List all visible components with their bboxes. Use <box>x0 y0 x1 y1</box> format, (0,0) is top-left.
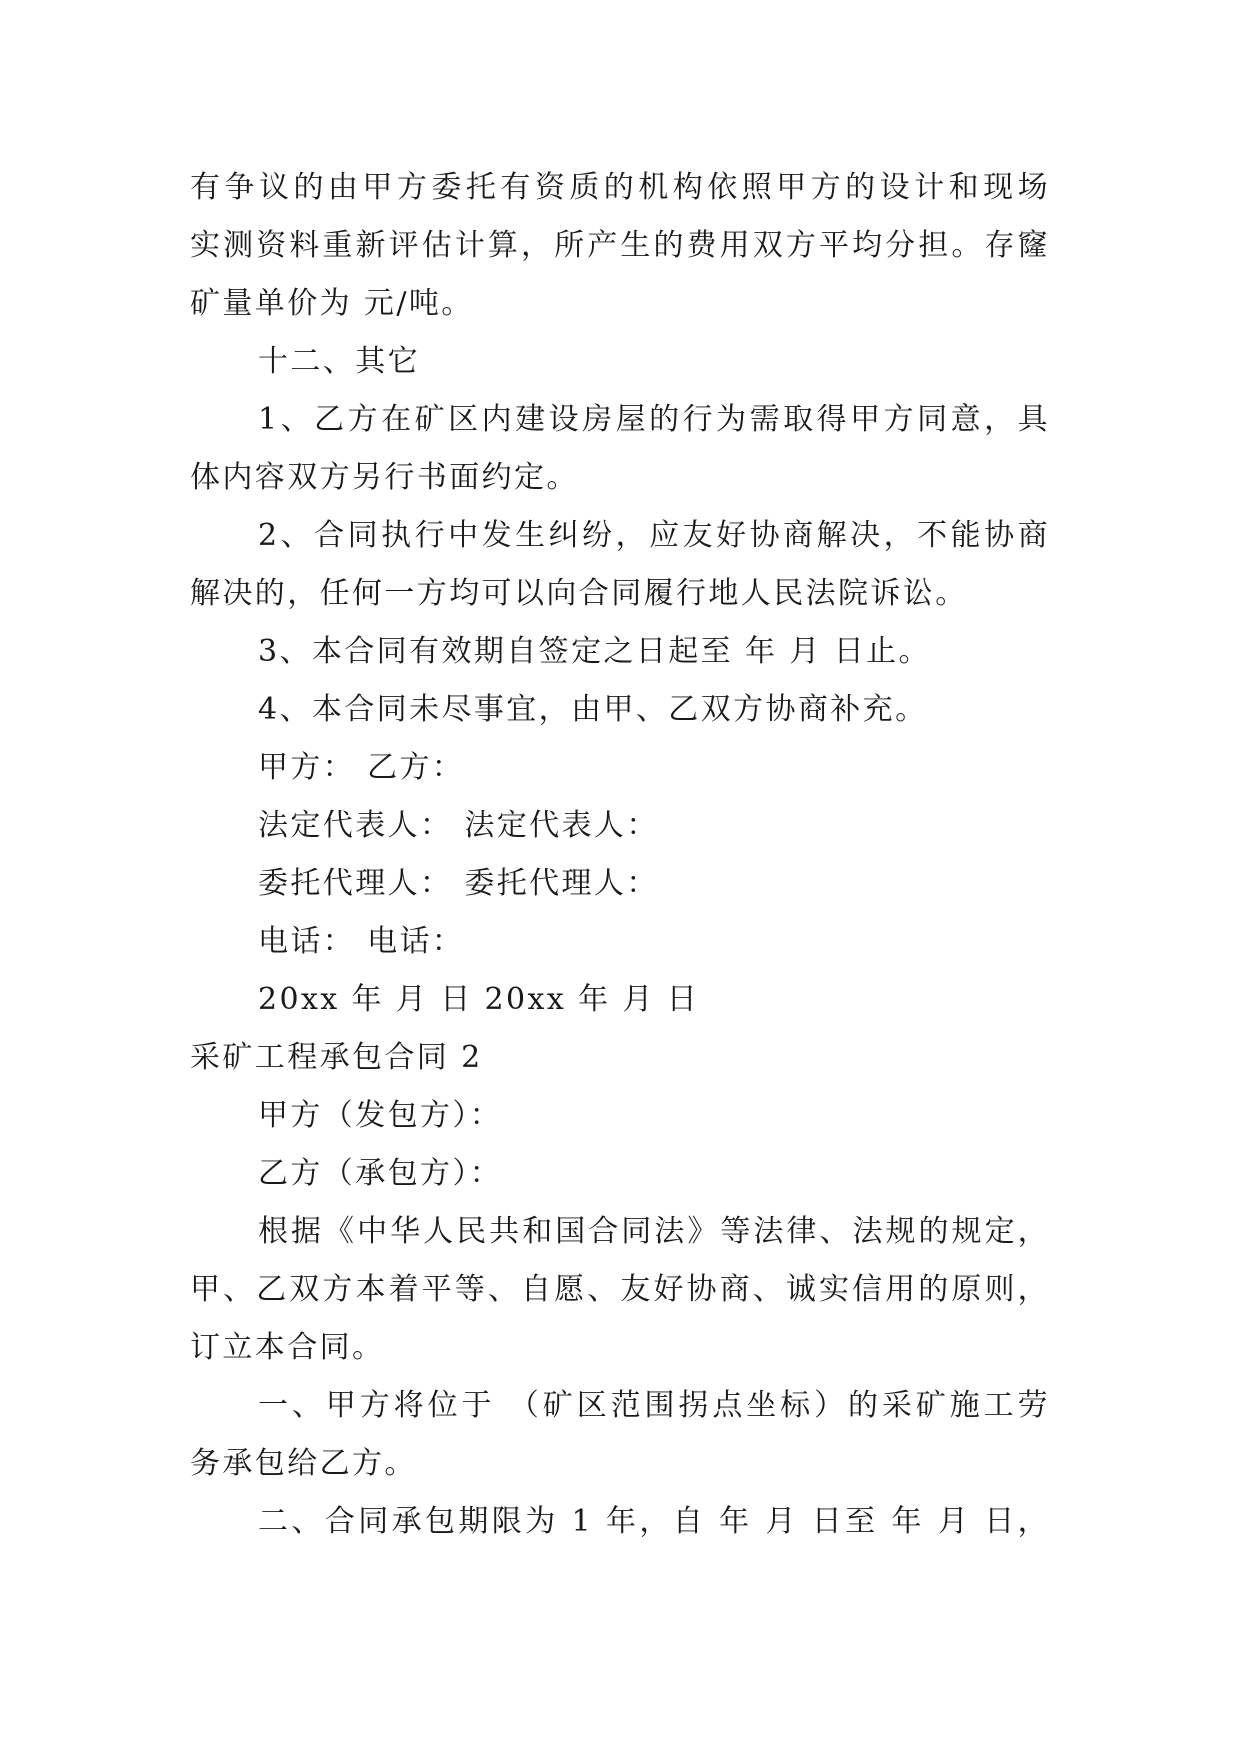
paragraph-line: 实测资料重新评估计算，所产生的费用双方平均分担。存窿 <box>190 228 1050 263</box>
paragraph-line: 务承包给乙方。 <box>190 1446 417 1481</box>
paragraph-line: 体内容双方另行书面约定。 <box>190 460 579 495</box>
signature-line: 电话： 电话： <box>258 924 465 959</box>
paragraph-line: 3、本合同有效期自签定之日起至 年 月 日止。 <box>258 634 931 669</box>
paragraph-line: 甲、乙双方本着平等、自愿、友好协商、诚实信用的原则， <box>190 1272 1050 1307</box>
party-line: 乙方（承包方）： <box>258 1156 503 1191</box>
section-heading: 十二、其它 <box>258 344 420 379</box>
paragraph-line: 解决的，任何一方均可以向合同履行地人民法院诉讼。 <box>190 576 968 611</box>
signature-line: 法定代表人： 法定代表人： <box>258 808 659 843</box>
paragraph-line: 4、本合同未尽事宜，由甲、乙双方协商补充。 <box>258 692 928 727</box>
paragraph-line: 一、甲方将位于 （矿区范围拐点坐标）的采矿施工劳 <box>258 1388 1050 1423</box>
paragraph-line: 2、合同执行中发生纠纷，应友好协商解决，不能协商 <box>258 518 1050 553</box>
party-line: 甲方（发包方）： <box>258 1098 503 1133</box>
signature-line: 委托代理人： 委托代理人： <box>258 866 659 901</box>
paragraph-line: 有争议的由甲方委托有资质的机构依照甲方的设计和现场 <box>190 170 1050 205</box>
paragraph-line: 根据《中华人民共和国合同法》等法律、法规的规定， <box>258 1214 1050 1249</box>
signature-line: 甲方： 乙方： <box>258 750 465 785</box>
paragraph-line: 1、乙方在矿区内建设房屋的行为需取得甲方同意，具 <box>258 402 1050 437</box>
paragraph-line: 二、合同承包期限为 1 年，自 年 月 日至 年 月 日， <box>258 1504 1050 1539</box>
date-line: 20xx 年 月 日 20xx 年 月 日 <box>258 982 700 1017</box>
paragraph-line: 矿量单价为 元/吨。 <box>190 286 474 321</box>
document-title: 采矿工程承包合同 2 <box>190 1040 483 1075</box>
paragraph-line: 订立本合同。 <box>190 1330 385 1365</box>
